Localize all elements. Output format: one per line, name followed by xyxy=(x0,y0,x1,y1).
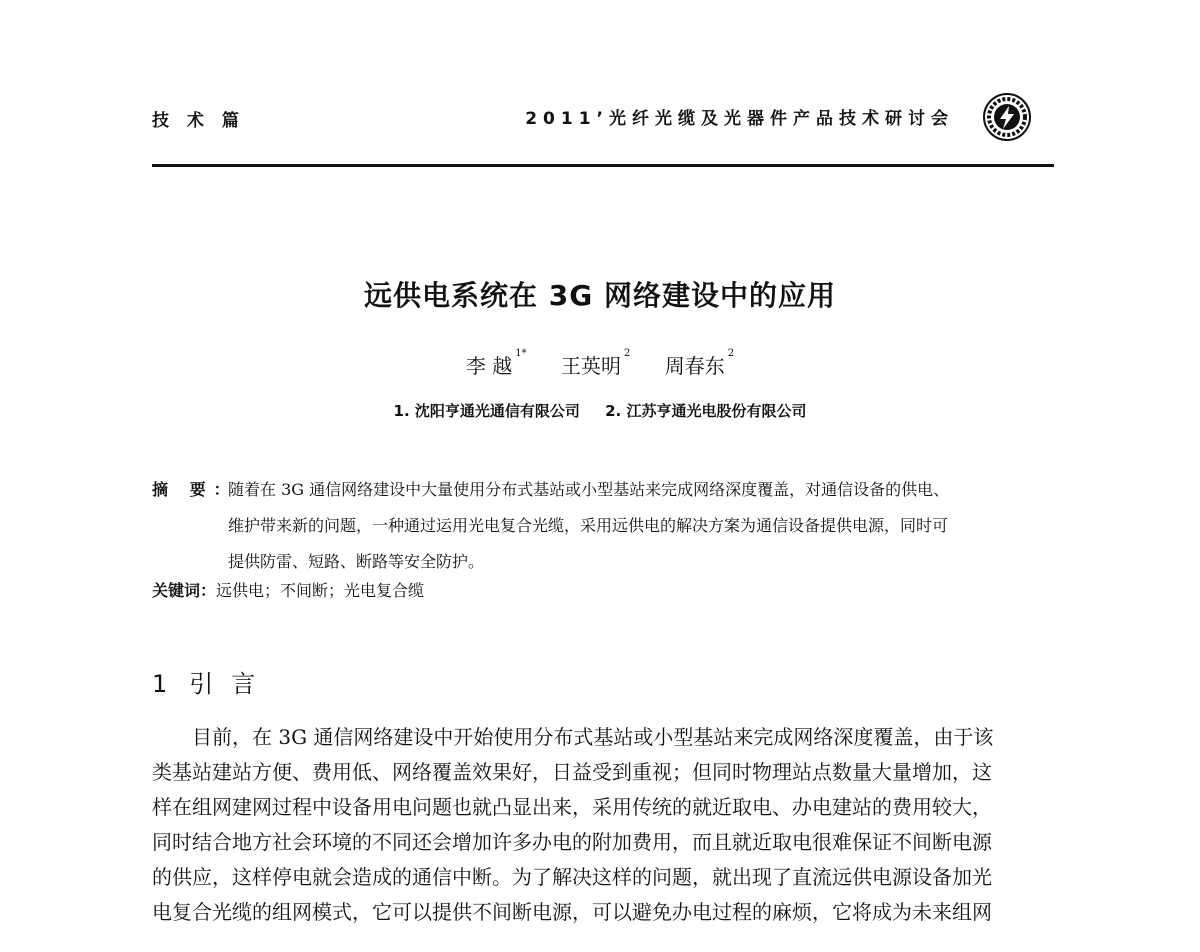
keywords-text: 远供电；不间断；光电复合缆 xyxy=(216,581,425,600)
article-title: 远供电系统在 3G 网络建设中的应用 xyxy=(364,279,836,312)
running-header-conference: 2011’光纤光缆及光器件产品技术研讨会 xyxy=(525,109,954,129)
section-title: 引言 xyxy=(189,670,274,698)
section-number: 1 xyxy=(152,670,168,698)
body-line: 目前，在 3G 通信网络建设中开始使用分布式基站或小型基站来完成网络深度覆盖，由于该 xyxy=(192,725,994,749)
keywords xyxy=(152,580,424,602)
body-line: 的供应，这样停电就会造成的通信中断。为了解决这样的问题，就出现了直流远供电源设备加光 xyxy=(152,865,992,889)
abstract-text xyxy=(228,472,1054,580)
section-body xyxy=(152,720,1054,930)
abstract-line: 随着在 3G 通信网络建设中大量使用分布式基站或小型基站来完成网络深度覆盖，对通信设备的供电、 xyxy=(228,480,950,499)
body-line: 类基站建站方便、费用低、网络覆盖效果好，日益受到重视；但同时物理站点数量大量增加，这 xyxy=(152,760,992,784)
section-heading xyxy=(152,664,273,699)
affiliation: 1. 沈阳亨通光通信有限公司 xyxy=(393,402,580,420)
author-list xyxy=(0,350,1200,379)
abstract-line: 提供防雷、短路、断路等安全防护。 xyxy=(228,552,485,571)
abstract-label: 摘 要： xyxy=(152,480,238,499)
affiliation: 2. 江苏亨通光电股份有限公司 xyxy=(605,402,807,420)
abstract-line: 维护带来新的问题，一种通过运用光电复合光缆，采用远供电的解决方案为通信设备提供电源，同时可 xyxy=(228,516,949,535)
header-rule xyxy=(152,164,1054,167)
conference-logo-icon xyxy=(982,92,1032,142)
author: 李 越$^{1*}$ xyxy=(465,348,527,378)
affiliations xyxy=(0,400,1200,421)
author: 王英明$^2$ xyxy=(560,348,631,378)
keywords-label: 关键词： xyxy=(152,581,217,600)
body-line: 样在组网建网过程中设备用电问题也就凸显出来，采用传统的就近取电、办电建站的费用较大， xyxy=(152,795,992,819)
body-line: 同时结合地方社会环境的不同还会增加许多办电的附加费用，而且就近取电很难保证不间断电源 xyxy=(152,830,992,854)
running-header-section: 技 术 篇 xyxy=(152,111,245,131)
author: 周春东$^2$ xyxy=(664,348,735,378)
body-line: 电复合光缆的组网模式，它可以提供不间断电源，可以避免办电过程的麻烦，它将成为未来组网 xyxy=(152,900,992,924)
